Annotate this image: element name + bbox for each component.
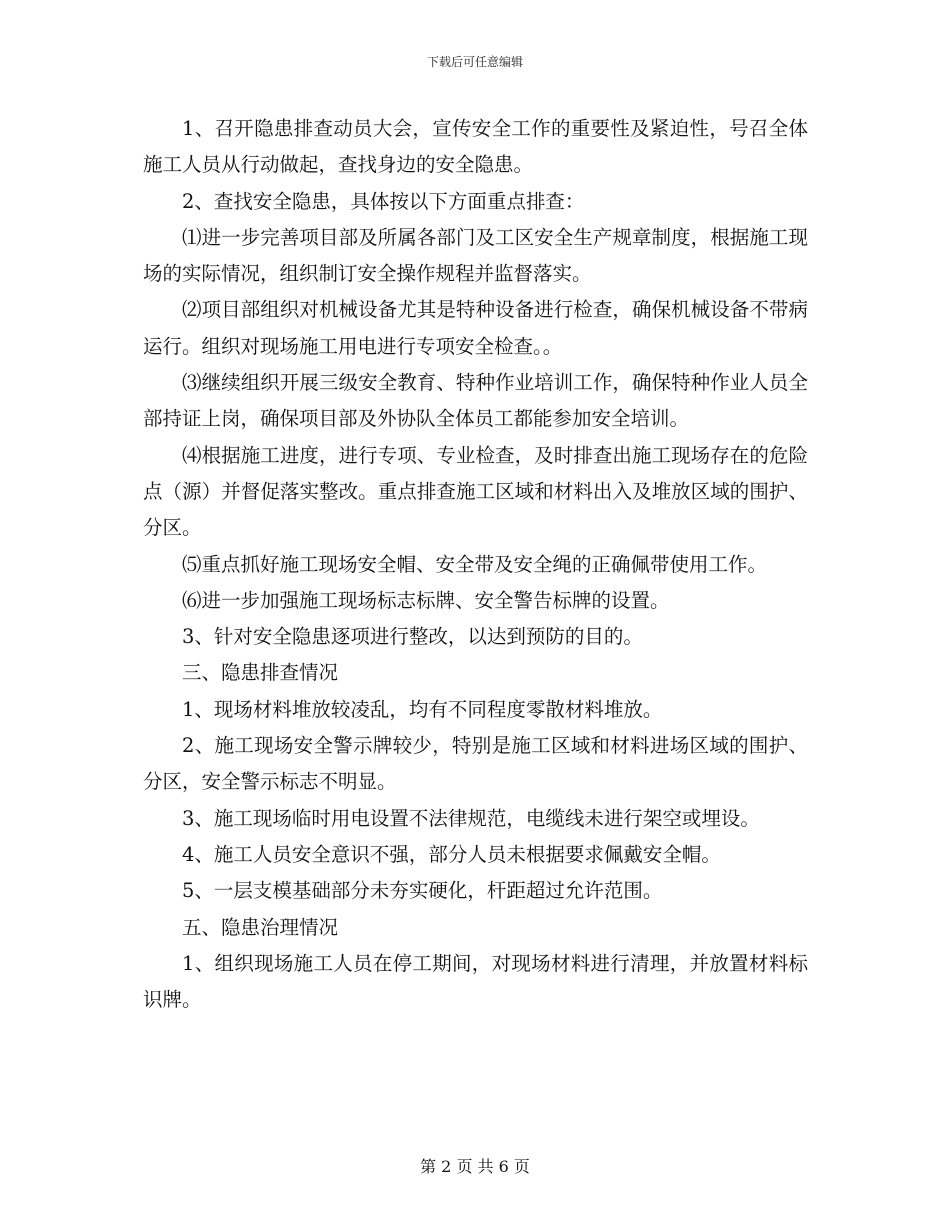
paragraph: ⑵项目部组织对机械设备尤其是特种设备进行检查，确保机械设备不带病运行。组织对现场施工用电进行专项安全检查。。: [143, 298, 808, 358]
paragraph: ⑴进一步完善项目部及所属各部门及工区安全生产规章制度，根据施工现场的实际情况，组织制订安全操作规程并监督落实。: [143, 225, 808, 286]
section-heading: 三、隐患排查情况: [182, 661, 339, 685]
paragraph: 1、现场材料堆放较凌乱，均有不同程度零散材料堆放。: [182, 697, 663, 721]
paragraph: 3、针对安全隐患逐项进行整改，以达到预防的目的。: [182, 625, 643, 649]
page-footer: 第 2 页 共 6 页: [420, 1157, 530, 1176]
paragraph: 4、施工人员安全意识不强，部分人员未根据要求佩戴安全帽。: [182, 842, 721, 866]
paragraph: ⑷根据施工进度，进行专项、专业检查，及时排查出施工现场存在的危险点（源）并督促落实整改。重点排查施工区域和材料出入及堆放区域的围护、分区。: [143, 443, 808, 540]
document-body: [143, 111, 808, 1018]
paragraph: 3、施工现场临时用电设置不法律规范，电缆线未进行架空或埋设。: [182, 806, 760, 830]
paragraph: 2、施工现场安全警示牌较少，特别是施工区域和材料进场区域的围护、分区，安全警示标志不明显。: [143, 734, 808, 794]
paragraph: ⑸重点抓好施工现场安全帽、安全带及安全绳的正确佩带使用工作。: [182, 552, 768, 576]
paragraph: 1、组织现场施工人员在停工期间，对现场材料进行清理，并放置材料标识牌。: [143, 951, 808, 1012]
paragraph: 2、查找安全隐患，具体按以下方面重点排查：: [182, 189, 585, 213]
section-heading: 五、隐患治理情况: [182, 915, 339, 939]
paragraph: ⑹进一步加强施工现场标志标牌、安全警告标牌的设置。: [182, 588, 670, 612]
paragraph: 1、召开隐患排查动员大会，宣传安全工作的重要性及紧迫性，号召全体施工人员从行动做起，查找身边的安全隐患。: [143, 117, 808, 177]
paragraph: 5、一层支模基础部分未夯实硬化，杆距超过允许范围。: [182, 879, 663, 903]
paragraph: ⑶继续组织开展三级安全教育、特种作业培训工作，确保特种作业人员全部持证上岗，确保项目部及外协队全体员工都能参加安全培训。: [143, 371, 808, 431]
page-header: 下载后可任意编辑: [426, 55, 523, 69]
